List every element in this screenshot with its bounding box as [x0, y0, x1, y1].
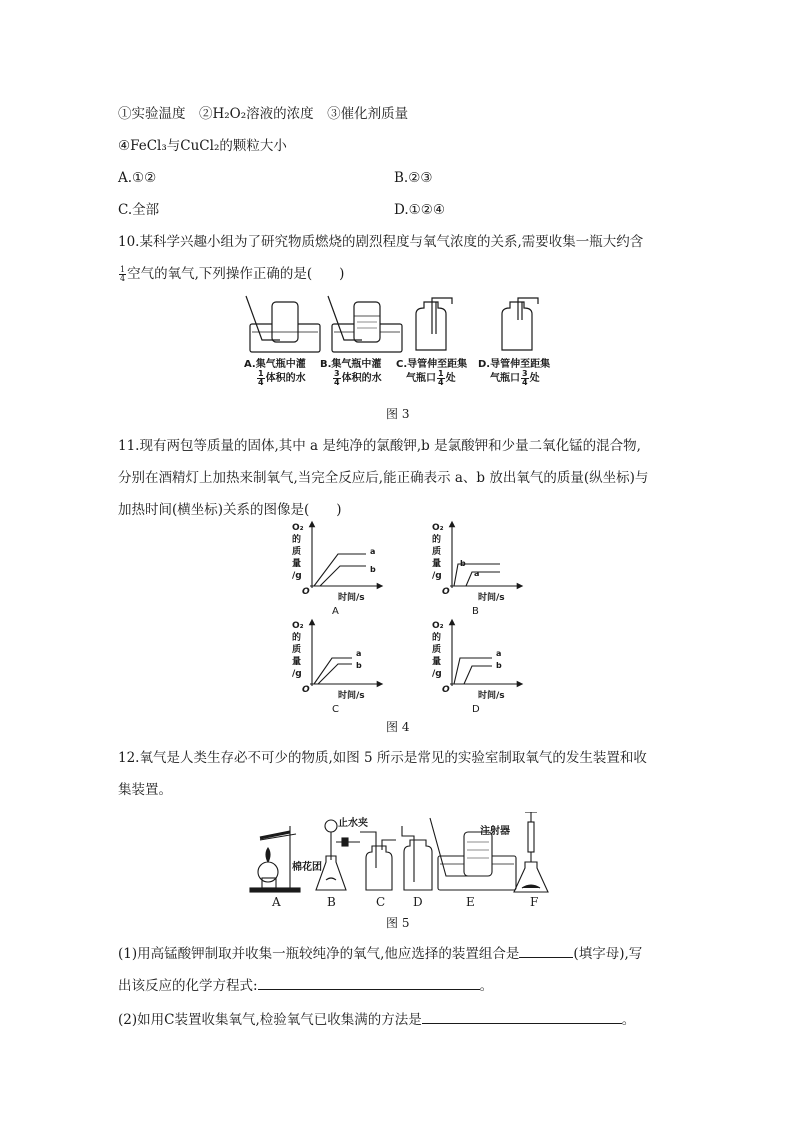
- q9-factors-line1: ①实验温度 ②H₂O₂溶液的浓度 ③催化剂质量: [118, 106, 409, 122]
- series-b-line: [464, 666, 492, 684]
- q12-apparatus-d: [402, 826, 432, 890]
- q10-apparatus-a: [246, 296, 320, 352]
- x-label: 时间/s: [478, 691, 505, 701]
- x-label: 时间/s: [338, 593, 365, 603]
- q10-apparatus-d: [502, 298, 538, 350]
- q10-label-d-line2: 气瓶口 $\frac{3}{4}$ 处: [490, 368, 540, 387]
- q12-sub1-line2: 出该反应的化学方程式: 。: [118, 978, 494, 994]
- y-label-part: /g: [292, 669, 302, 679]
- y-label-part: 质: [292, 645, 302, 655]
- q9-option-a: A.①②: [118, 170, 157, 186]
- series-b-label: b: [496, 661, 502, 670]
- q10-label-d-line1: D.导管伸至距集: [478, 359, 551, 370]
- q11-stem-line3: 加热时间(横坐标)关系的图像是( ): [118, 502, 342, 518]
- q9-factors-line2: ④FeCl₃与CuCl₂的颗粒大小: [118, 138, 287, 154]
- graph-option-label: A: [332, 606, 339, 617]
- series-a-line: [454, 658, 492, 684]
- q12-sub1-blank2[interactable]: [258, 977, 480, 990]
- origin-label: O: [442, 587, 450, 597]
- series-b-line: [318, 664, 352, 684]
- series-b-label: b: [370, 565, 376, 574]
- q12-label-f: F: [530, 895, 539, 909]
- series-a-line: [314, 658, 352, 684]
- q12-caption: 图 5: [386, 916, 410, 930]
- y-label-part: 的: [292, 535, 302, 545]
- y-label-part: 质: [292, 547, 302, 557]
- q12-label-d: D: [413, 895, 423, 909]
- q12-label-e: E: [466, 895, 475, 909]
- q11-caption: 图 4: [386, 720, 410, 734]
- q12-stem-line1: 12.氧气是人类生存必不可少的物质,如图 5 所示是常见的实验室制取氧气的发生装置和收: [118, 750, 647, 766]
- q11-graph-d: [432, 621, 520, 715]
- q10-label-a-line2: $\frac{1}{4}$ 体积的水: [258, 368, 306, 387]
- y-label-part: 质: [432, 547, 442, 557]
- q10-apparatus-b: [328, 296, 402, 352]
- y-label-part: 的: [432, 535, 442, 545]
- q12-label-syringe: 注射器: [480, 826, 510, 837]
- y-label-part: O₂: [292, 523, 304, 533]
- x-label: 时间/s: [338, 691, 365, 701]
- y-label-part: 的: [432, 633, 442, 643]
- series-a-label: a: [474, 569, 480, 578]
- origin-label: O: [302, 587, 310, 597]
- q11-graph-a: [292, 523, 380, 617]
- y-label-part: 量: [292, 657, 302, 667]
- q12-label-b: B: [327, 895, 336, 909]
- y-label-part: 量: [432, 559, 442, 569]
- q9-option-d: D.①②④: [394, 202, 445, 218]
- y-label-part: /g: [432, 669, 442, 679]
- q11-graph-b: [432, 523, 520, 617]
- series-a-line: [466, 572, 500, 586]
- series-a-label: a: [356, 649, 362, 658]
- q10-apparatus-c: [416, 298, 452, 350]
- q10-fraction: $\frac{1}{4}$: [120, 265, 126, 283]
- q10-label-c-line1: C.导管伸至距集: [396, 359, 468, 370]
- y-label-part: /g: [432, 571, 442, 581]
- q12-stem-line2: 集装置。: [118, 782, 172, 798]
- x-label: 时间/s: [478, 593, 505, 603]
- y-label-part: O₂: [292, 621, 304, 631]
- y-label-part: /g: [292, 571, 302, 581]
- series-a-label: a: [496, 649, 502, 658]
- q10-label-a-line1: A.集气瓶中灌: [244, 359, 306, 370]
- q12-label-a: A: [272, 895, 281, 909]
- q11-graph-c: [292, 621, 380, 715]
- q12-sub2-blank[interactable]: [422, 1011, 622, 1024]
- q10-apparatus-figure: [240, 294, 570, 354]
- graph-option-label: C: [332, 704, 339, 715]
- q12-label-c: C: [376, 895, 386, 909]
- q12-apparatus-c: [360, 832, 396, 890]
- y-label-part: 质: [432, 645, 442, 655]
- y-label-part: 量: [432, 657, 442, 667]
- y-label-part: 量: [292, 559, 302, 569]
- q12-sub2-line: (2)如用C装置收集氧气,检验氧气已收集满的方法是 。: [118, 1012, 636, 1028]
- q12-sub1-line1: (1)用高锰酸钾制取并收集一瓶较纯净的氧气,他应选择的装置组合是 (填字母),写: [118, 946, 643, 962]
- q10-caption: 图 3: [386, 407, 410, 421]
- q10-label-b-line1: B.集气瓶中灌: [320, 359, 382, 370]
- q10-stem-line2: $\frac{1}{4}$ 空气的氧气,下列操作正确的是( ): [120, 265, 345, 283]
- q12-label-cotton: 棉花团: [292, 862, 322, 873]
- q10-label-c-line2: 气瓶口 $\frac{1}{4}$ 处: [406, 368, 456, 387]
- q12-sub1-blank1[interactable]: [519, 945, 573, 958]
- q11-graphs: [280, 520, 530, 716]
- y-label-part: O₂: [432, 523, 444, 533]
- y-label-part: O₂: [432, 621, 444, 631]
- q11-stem-line1: 11.现有两包等质量的固体,其中 a 是纯净的氯酸钾,b 是氯酸钾和少量二氧化锰的混合物,: [118, 438, 641, 454]
- q9-option-b: B.②③: [394, 170, 433, 186]
- series-a-line: [314, 554, 366, 586]
- graph-option-label: B: [472, 606, 479, 617]
- graph-option-label: D: [472, 704, 480, 715]
- origin-label: O: [442, 685, 450, 695]
- series-b-label: b: [460, 559, 466, 568]
- series-b-label: b: [356, 661, 362, 670]
- series-a-label: a: [370, 547, 376, 556]
- q11-stem-line2: 分别在酒精灯上加热来制氧气,当完全反应后,能正确表示 a、b 放出氧气的质量(纵坐标)与: [118, 470, 649, 486]
- q12-apparatus-b: [316, 820, 360, 890]
- origin-label: O: [302, 685, 310, 695]
- q10-stem-line1: 10.某科学兴趣小组为了研究物质燃烧的剧烈程度与氧气浓度的关系,需要收集一瓶大约含: [118, 234, 644, 250]
- q12-label-clamp: 止水夹: [338, 818, 368, 829]
- q10-label-b-line2: $\frac{3}{4}$ 体积的水: [334, 368, 382, 387]
- q9-option-c: C.全部: [118, 202, 160, 218]
- q12-apparatus-f: [514, 812, 548, 892]
- y-label-part: 的: [292, 633, 302, 643]
